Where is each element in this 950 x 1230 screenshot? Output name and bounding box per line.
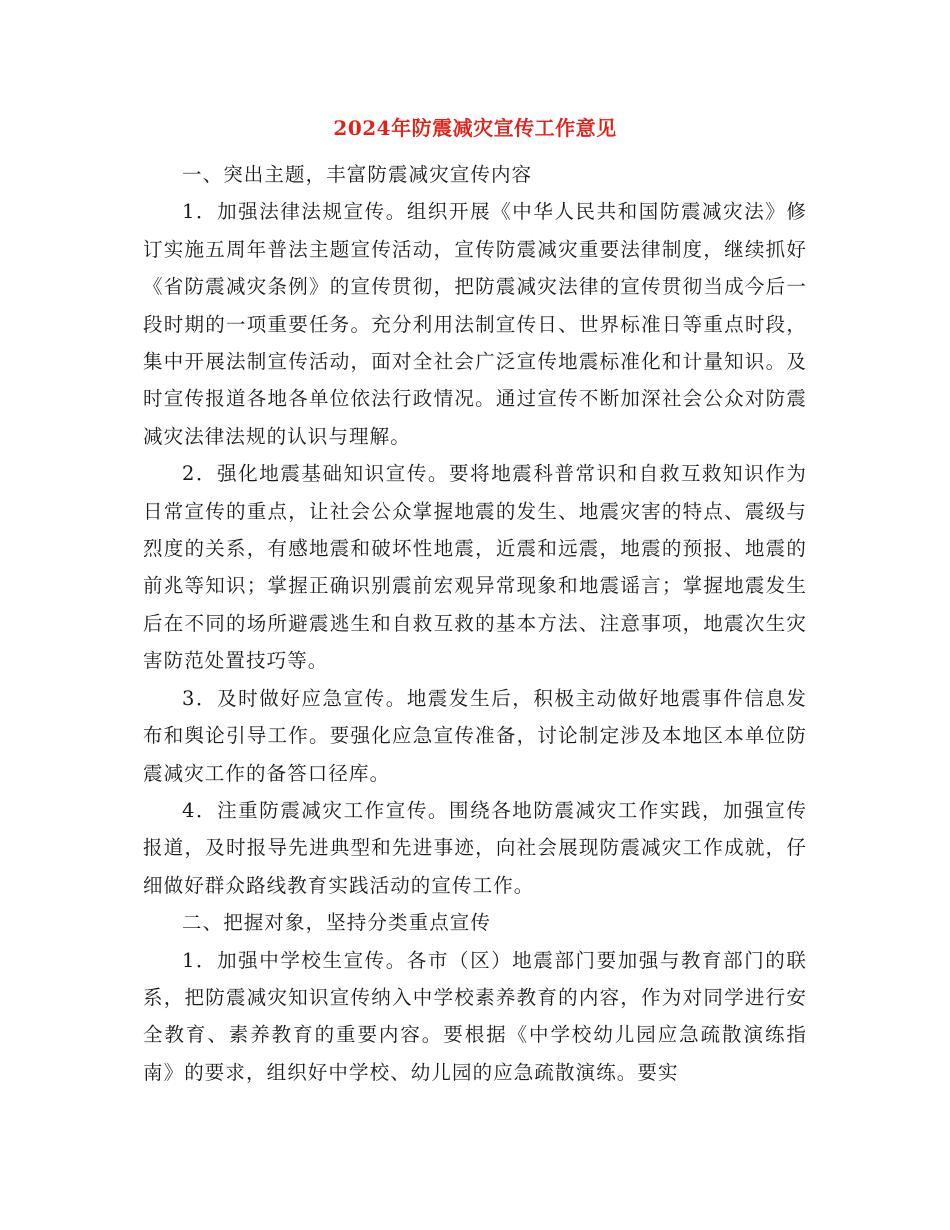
paragraph-school-publicity: 1．加强中学校生宣传。各市（区）地震部门要加强与教育部门的联系，把防震减灾知识宣传纳入中学校素养教育的内容，作为对同学进行安全教育、素养教育的重要内容。要根据《中学校幼儿园应急疏散演练指南》的要求，组织好中学校、幼儿园的应急疏散演练。要实 bbox=[143, 948, 807, 1084]
paragraph-emergency-publicity: 3．及时做好应急宣传。地震发生后，积极主动做好地震事件信息发布和舆论引导工作。要强化应急宣传准备，讨论制定涉及本地区本单位防震减灾工作的备答口径库。 bbox=[143, 686, 807, 785]
paragraph-basic-knowledge: 2．强化地震基础知识宣传。要将地震科普常识和自救互救知识作为日常宣传的重点，让社会公众掌握地震的发生、地震灾害的特点、震级与烈度的关系，有感地震和破坏性地震，近震和远震，地震的预报、地震的前兆等知识；掌握正确识别震前宏观异常现象和地震谣言；掌握地震发生后在不同的场所避震逃生和自救互救的基本方法、注意事项，地震次生灾害防范处置技巧等。 bbox=[143, 462, 807, 673]
section-heading-1: 一、突出主题，丰富防震减灾宣传内容 bbox=[182, 163, 533, 186]
paragraph-law-publicity: 1．加强法律法规宣传。组织开展《中华人民共和国防震减灾法》修订实施五周年普法主题宣传活动，宣传防震减灾重要法律制度，继续抓好《省防震减灾条例》的宣传贯彻，把防震减灾法律的宣传贯彻当成今后一段时期的一项重要任务。充分利用法制宣传日、世界标准日等重点时段，集中开展法制宣传活动，面对全社会广泛宣传地震标准化和计量知识。及时宣传报道各地各单位依法行政情况。通过宣传不断加深社会公众对防震减灾法律法规的认识与理解。 bbox=[143, 200, 807, 448]
document-body bbox=[143, 156, 807, 1091]
document-title: 2024年防震减灾宣传工作意见 bbox=[333, 116, 617, 140]
paragraph-work-publicity: 4．注重防震减灾工作宣传。围绕各地防震减灾工作实践，加强宣传报道，及时报导先进典型和先进事迹，向社会展现防震减灾工作成就，仔细做好群众路线教育实践活动的宣传工作。 bbox=[143, 798, 807, 897]
section-heading-2: 二、把握对象，坚持分类重点宣传 bbox=[182, 911, 492, 935]
